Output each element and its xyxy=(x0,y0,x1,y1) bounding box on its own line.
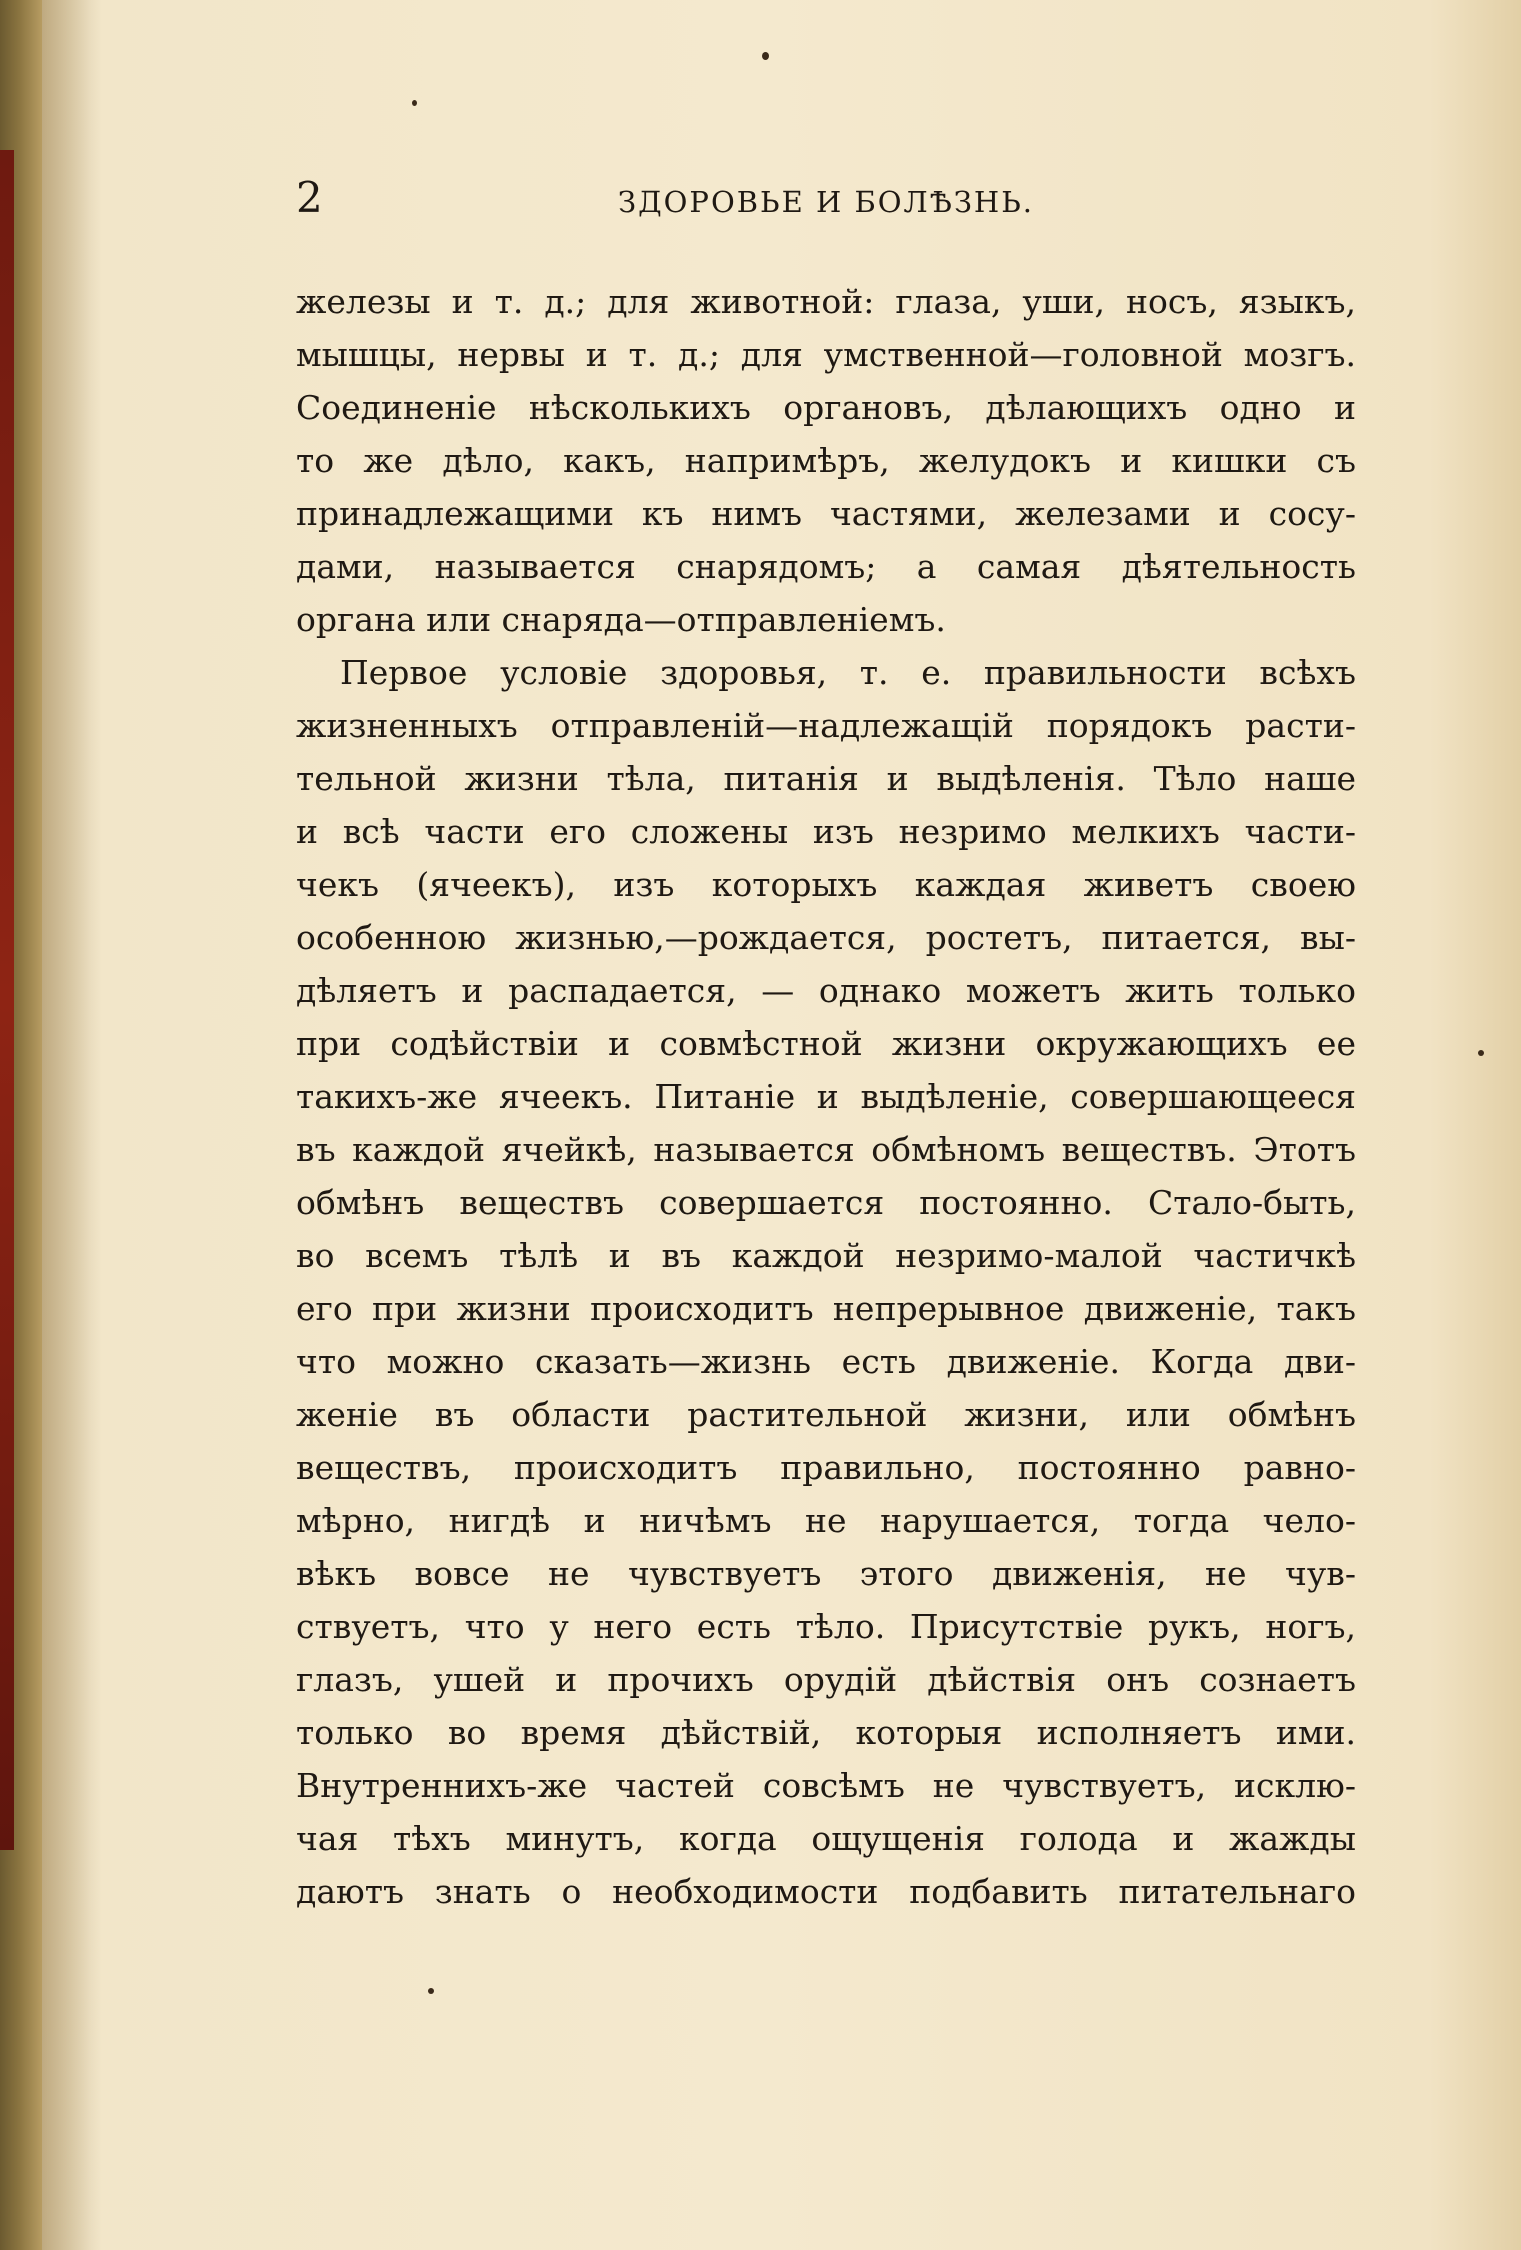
text-line: глазъ, ушей и прочихъ орудій дѣйствія онъ сознаетъ xyxy=(296,1660,1356,1699)
text-line: чая тѣхъ минутъ, когда ощущенія голода и жажды xyxy=(296,1819,1356,1858)
text-line: только во время дѣйствій, которыя исполняетъ ими. xyxy=(296,1713,1356,1752)
text-line: мѣрно, нигдѣ и ничѣмъ не нарушается, тогда чело- xyxy=(296,1501,1356,1540)
text-line: даютъ знать о необходимости подбавить питательнаго xyxy=(296,1872,1356,1911)
text-line: тельной жизни тѣла, питанія и выдѣленія. Тѣло наше xyxy=(296,759,1356,798)
text-line: принадлежащими къ нимъ частями, железами и сосу- xyxy=(296,494,1356,533)
running-header xyxy=(296,168,1356,228)
text-line: ствуетъ, что у него есть тѣло. Присутствіе рукъ, ногъ, xyxy=(296,1607,1356,1646)
text-line: чекъ (ячеекъ), изъ которыхъ каждая живетъ своею xyxy=(296,865,1356,904)
text-line: такихъ-же ячеекъ. Питаніе и выдѣленіе, совершающееся xyxy=(296,1077,1356,1116)
text-line: мышцы, нервы и т. д.; для умственной—головной мозгъ. xyxy=(296,335,1356,374)
ink-speck xyxy=(428,1988,434,1994)
text-line: органа или снаряда—отправленіемъ. xyxy=(296,600,946,639)
text-line: при содѣйствіи и совмѣстной жизни окружающихъ ее xyxy=(296,1024,1356,1063)
body-text xyxy=(296,275,1356,1918)
text-line: то же дѣло, какъ, напримѣръ, желудокъ и кишки съ xyxy=(296,441,1356,480)
text-line: обмѣнъ веществъ совершается постоянно. Стало-быть, xyxy=(296,1183,1356,1222)
text-line: его при жизни происходитъ непрерывное движеніе, такъ xyxy=(296,1289,1356,1328)
ink-speck xyxy=(1478,1050,1484,1056)
text-line: дѣляетъ и распадается, — однако можетъ жить только xyxy=(296,971,1356,1010)
text-line: веществъ, происходитъ правильно, постоянно равно- xyxy=(296,1448,1356,1487)
text-line: дами, называется снарядомъ; а самая дѣятельность xyxy=(296,547,1356,586)
text-line: жизненныхъ отправленій—надлежащій порядокъ расти- xyxy=(296,706,1356,745)
text-line: Соединеніе нѣсколькихъ органовъ, дѣлающихъ одно и xyxy=(296,388,1356,427)
text-line: и всѣ части его сложены изъ незримо мелкихъ части- xyxy=(296,812,1356,851)
text-line: Первое условіе здоровья, т. е. правильности всѣхъ xyxy=(340,653,1356,692)
text-line: что можно сказать—жизнь есть движеніе. Когда дви- xyxy=(296,1342,1356,1381)
text-line: Внутреннихъ-же частей совсѣмъ не чувствуетъ, исклю- xyxy=(296,1766,1356,1805)
text-line: вѣкъ вовсе не чувствуетъ этого движенія, не чув- xyxy=(296,1554,1356,1593)
text-line: особенною жизнью,—рождается, ростетъ, питается, вы- xyxy=(296,918,1356,957)
text-line: железы и т. д.; для животной: глаза, уши, носъ, языкъ, xyxy=(296,282,1356,321)
text-line: въ каждой ячейкѣ, называется обмѣномъ веществъ. Этотъ xyxy=(296,1130,1356,1169)
text-line: во всемъ тѣлѣ и въ каждой незримо-малой частичкѣ xyxy=(296,1236,1356,1275)
page-number: 2 xyxy=(296,173,323,222)
ink-speck xyxy=(762,52,769,60)
ink-speck xyxy=(412,100,417,106)
text-line: женіе въ области растительной жизни, или обмѣнъ xyxy=(296,1395,1356,1434)
running-title: ЗДОРОВЬЕ И БОЛѢЗНЬ. xyxy=(618,185,1034,219)
